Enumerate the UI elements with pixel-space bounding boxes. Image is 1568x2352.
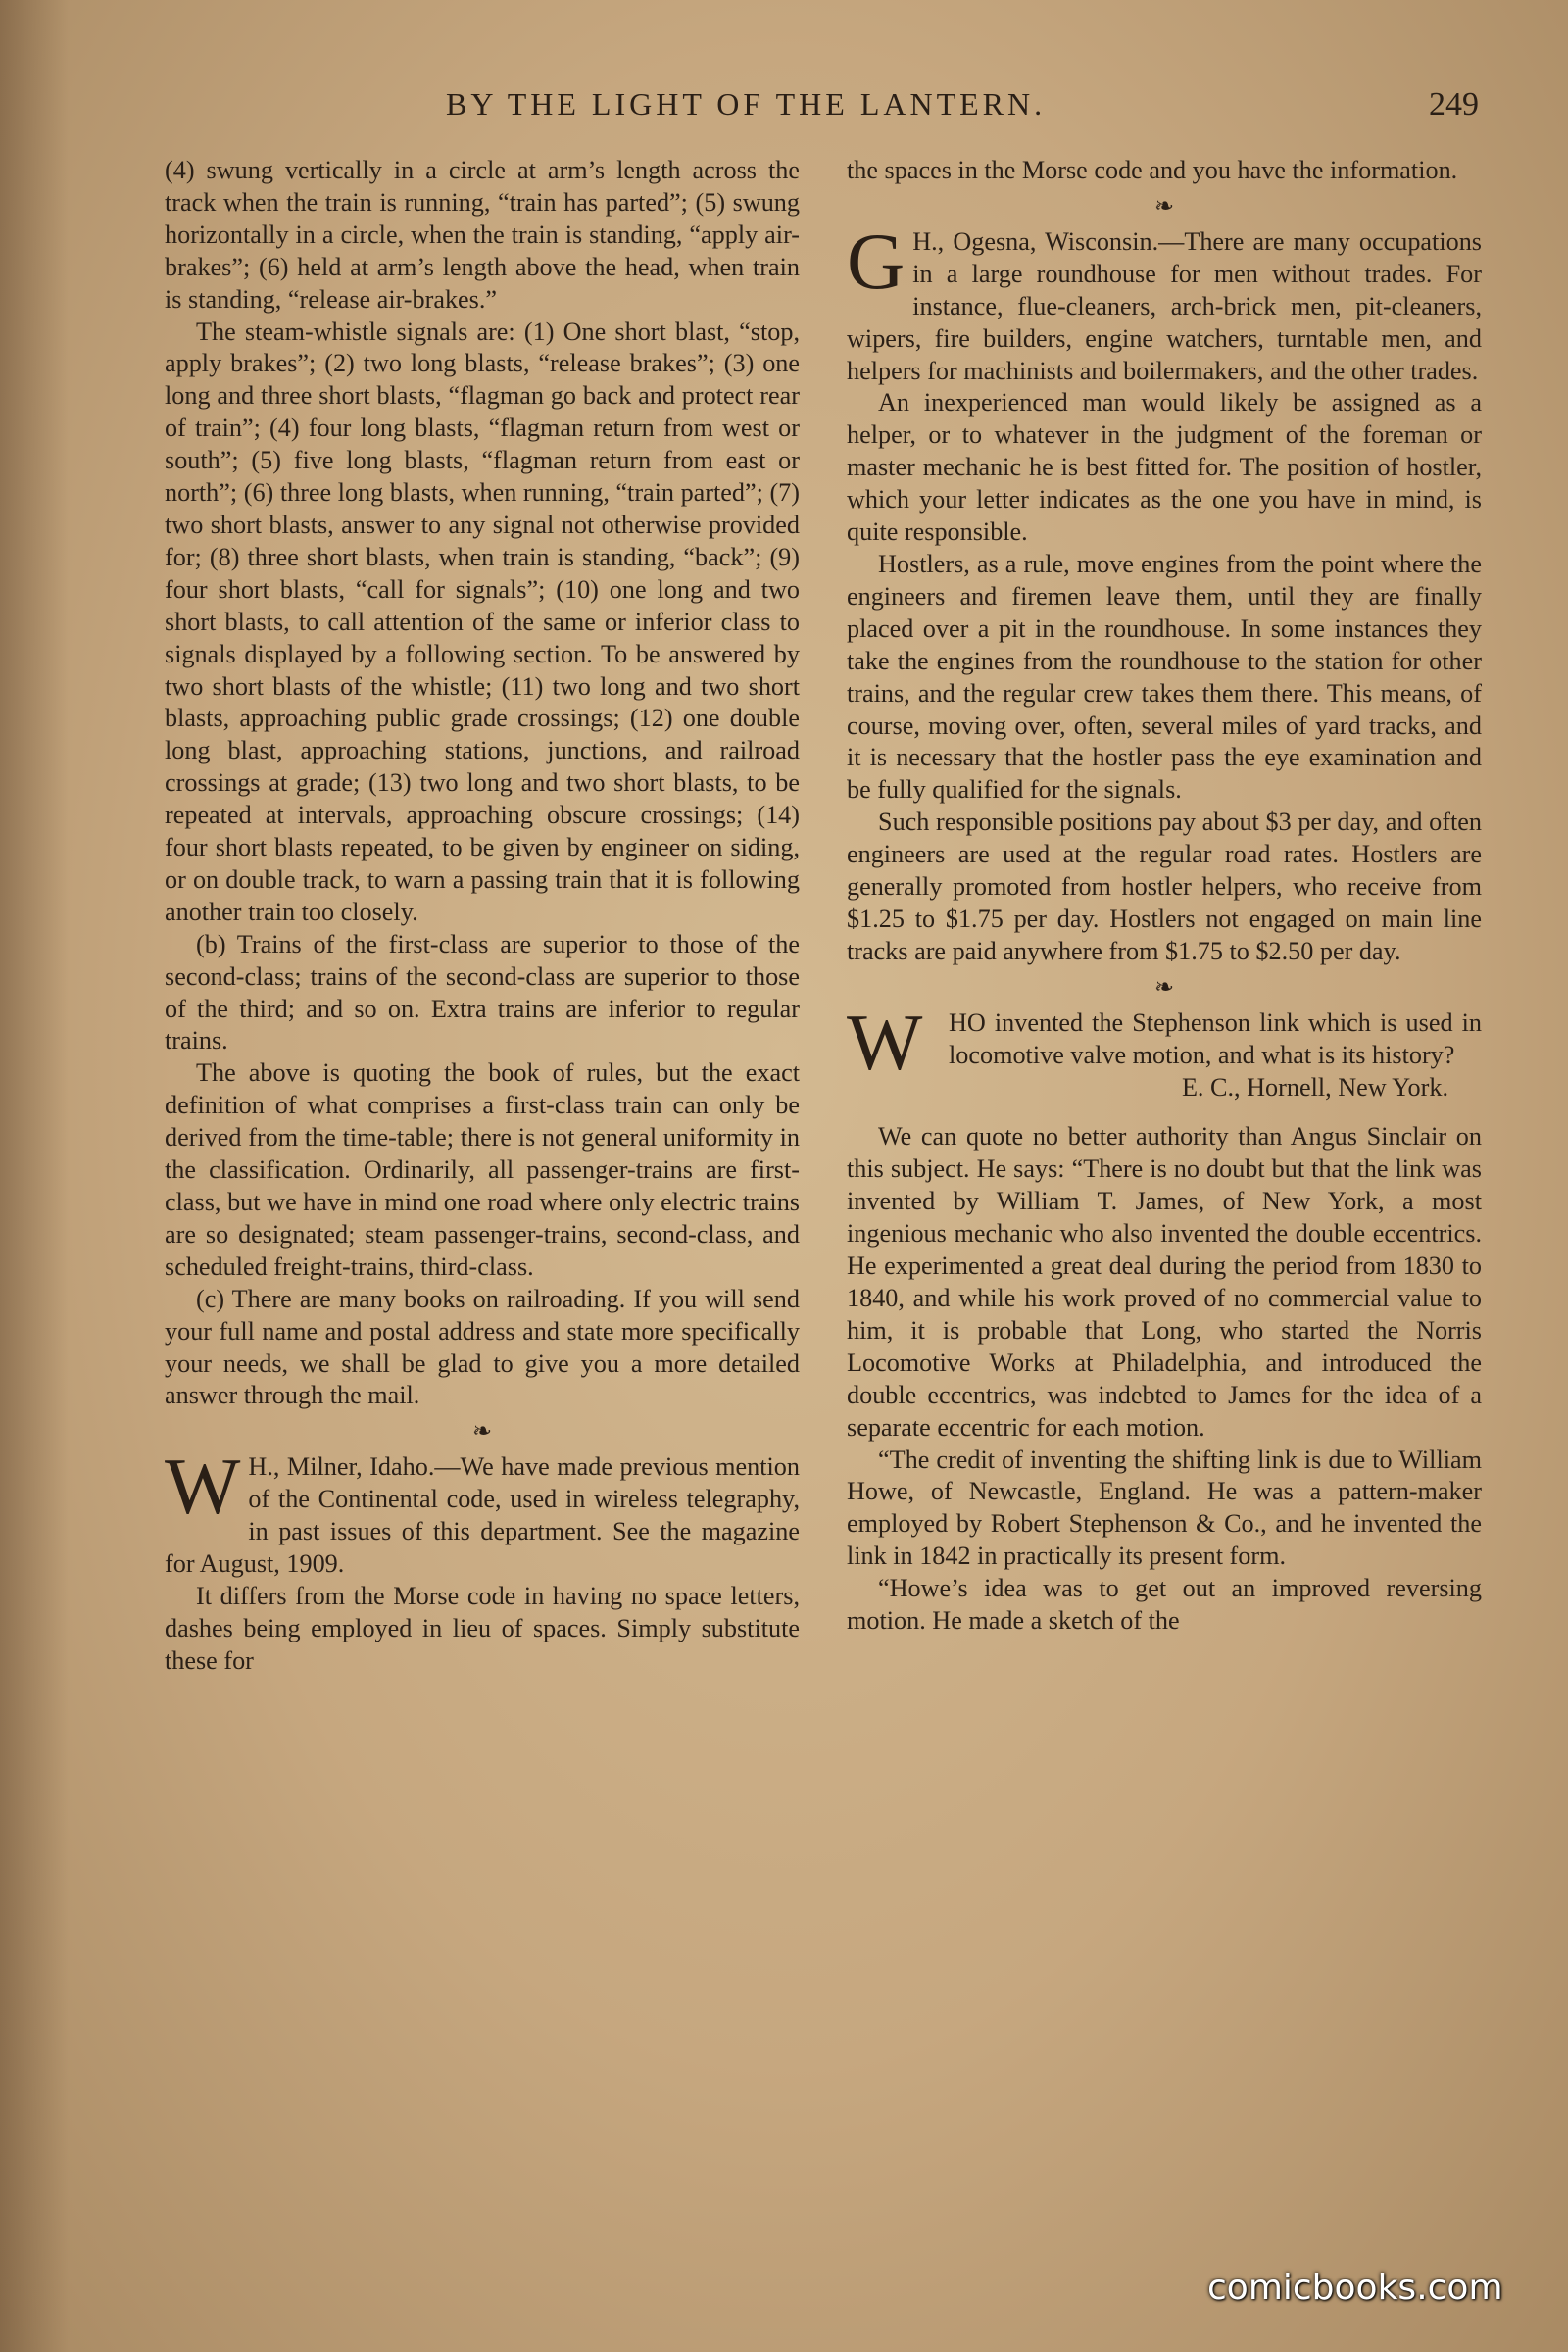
drop-cap: W [165,1442,241,1532]
answer-text: H., Milner, Idaho.—We have made previous mention of the Continental code, used in wireless telegraphy, in past issues of this department. See the magazine for August, 1909. [165,1452,800,1579]
section-ornament-icon: ❧ [471,1419,493,1446]
watermark: comicbooks.com [1207,2268,1503,2308]
paragraph: An inexperienced man would likely be assigned as a helper, or to whatever in the judgment of the foreman or master mechanic he is best fitted for. The position of hostler, which your letter indicates as the one you have in mind, is quite responsible. [847,388,1482,547]
page-edge-shadow [0,0,69,2352]
paragraph: It differs from the Morse code in having no space letters, dashes being employed in lieu of spaces. Simply substitute these for [165,1581,800,1675]
right-column [847,155,1482,1638]
paragraph: Such responsible positions pay about $3 per day, and often engineers are used at the regular road rates. Hostlers are generally promoted from hostler helpers, who receive from $1.25 to $1.75 per day. Hostlers not engaged on main line tracks are paid anywhere from $1.75 to $2.50 per day. [847,808,1482,965]
drop-cap: W [847,1006,923,1087]
paragraph: We can quote no better authority than Angus Sinclair on this subject. He says: “There is no doubt but that the link was invented by William T. James, of New York, a most ingenious mechanic who also invented the double eccentrics. He experimented a great deal during the period from 1830 to 1840, and while his work proved of no commercial value to him, it is probable that Long, who started the Norris Locomotive Works at Philadelphia, and introduced the double eccentrics, was indebted to James for the idea of a separate eccentric for each motion. [847,1122,1482,1442]
section-ornament-icon: ❧ [1153,974,1175,1001]
paragraph: “The credit of inventing the shifting link is due to William Howe, of Newcastle, England. He was a pattern-maker employed by Robert Stephenson & Co., and he invented the link in 1842 in practically its present form. [847,1445,1482,1571]
paragraph: (b) Trains of the first-class are superior to those of the second-class; trains of the second-class are superior to those of the third; and so on. Extra trains are inferior to regular trains. [165,929,800,1055]
page-number: 249 [1429,86,1479,122]
section-ornament-icon: ❧ [1153,193,1175,220]
paragraph: The steam-whistle signals are: (1) One short blast, “stop, apply brakes”; (2) two long blasts, “release brakes”; (3) one long and three short blasts, “flagman go back and protect rear of train”; (4) four long blasts, “flagman return from west or south”; (5) five long blasts, “flagman return from east or north”; (6) three long blasts, when running, “train parted”; (7) two short blasts, answer to any signal not otherwise provided for; (8) three short blasts, when train is standing, “back”; (9) four short blasts, “call for signals”; (10) one long and two short blasts, to call attention of the same or inferior class to signals displayed by a following section. To be answered by two short blasts of the whistle; (11) two long and two short blasts, approaching public grade crossings; (12) one double long blast, approaching stations, junctions, and railroad crossings at grade; (13) two long and two short blasts, to be repeated at intervals, approaching obscure crossings; (14) four short blasts repeated, to be given by engineer on siding, or on double track, to warn a passing train that it is following another train too closely. [165,317,800,926]
question-text: HO invented the Stephenson link which is used in locomotive valve motion, and what is its history? [949,1007,1482,1069]
answer-gh-ogesna [847,216,1482,388]
answer-text: H., Ogesna, Wisconsin.—There are many occupations in a large roundhouse for men without trades. For instance, flue-cleaners, arch-brick men, pit-cleaners, wipers, fire builders, engine watchers, turntable men, and helpers for machinists and boilermakers, and the other trades. [847,226,1482,385]
paragraph: (c) There are many books on railroading. If you will send your full name and postal address and state more specifically your needs, we shall be glad to give you a more detailed answer through the mail. [165,1284,800,1410]
paragraph: (4) swung vertically in a circle at arm’s length across the track when the train is running, “train has parted”; (5) swung horizontally in a circle, when the train is standing, “apply air-brakes”; (6) held at arm’s length above the head, when train is standing, “release air-brakes.” [165,156,800,314]
paragraph: the spaces in the Morse code and you have the information. [847,156,1458,184]
paragraph: Hostlers, as a rule, move engines from the point where the engineers and firemen leave them, until they are finally placed over a pit in the roundhouse. In some instances they take the engines from the roundhouse to the station for other trains, and the regular crew takes them there. This means, of course, moving over, often, several miles of yard tracks, and it is necessary that the hostler pass the eye examination and be fully qualified for the signals. [847,549,1482,805]
running-title: BY THE LIGHT OF THE LANTERN. [446,86,1047,122]
answer-wh-milner [165,1442,800,1581]
reader-question [847,1007,1482,1104]
paragraph: “Howe’s idea was to get out an improved reversing motion. He made a sketch of the [847,1574,1482,1636]
left-column [165,155,800,1678]
question-signature: E. C., Hornell, New York. [1181,1072,1448,1102]
drop-cap: G [847,216,906,306]
paragraph: The above is quoting the book of rules, but the exact definition of what comprises a first-class train can only be derived from the time-table; there is not general uniformity in the classification. Ordinarily, all passenger-trains are first-class, but we have in mind one road where only electric trains are so designated; steam passenger-trains, second-class, and scheduled freight-trains, third-class. [165,1058,800,1281]
